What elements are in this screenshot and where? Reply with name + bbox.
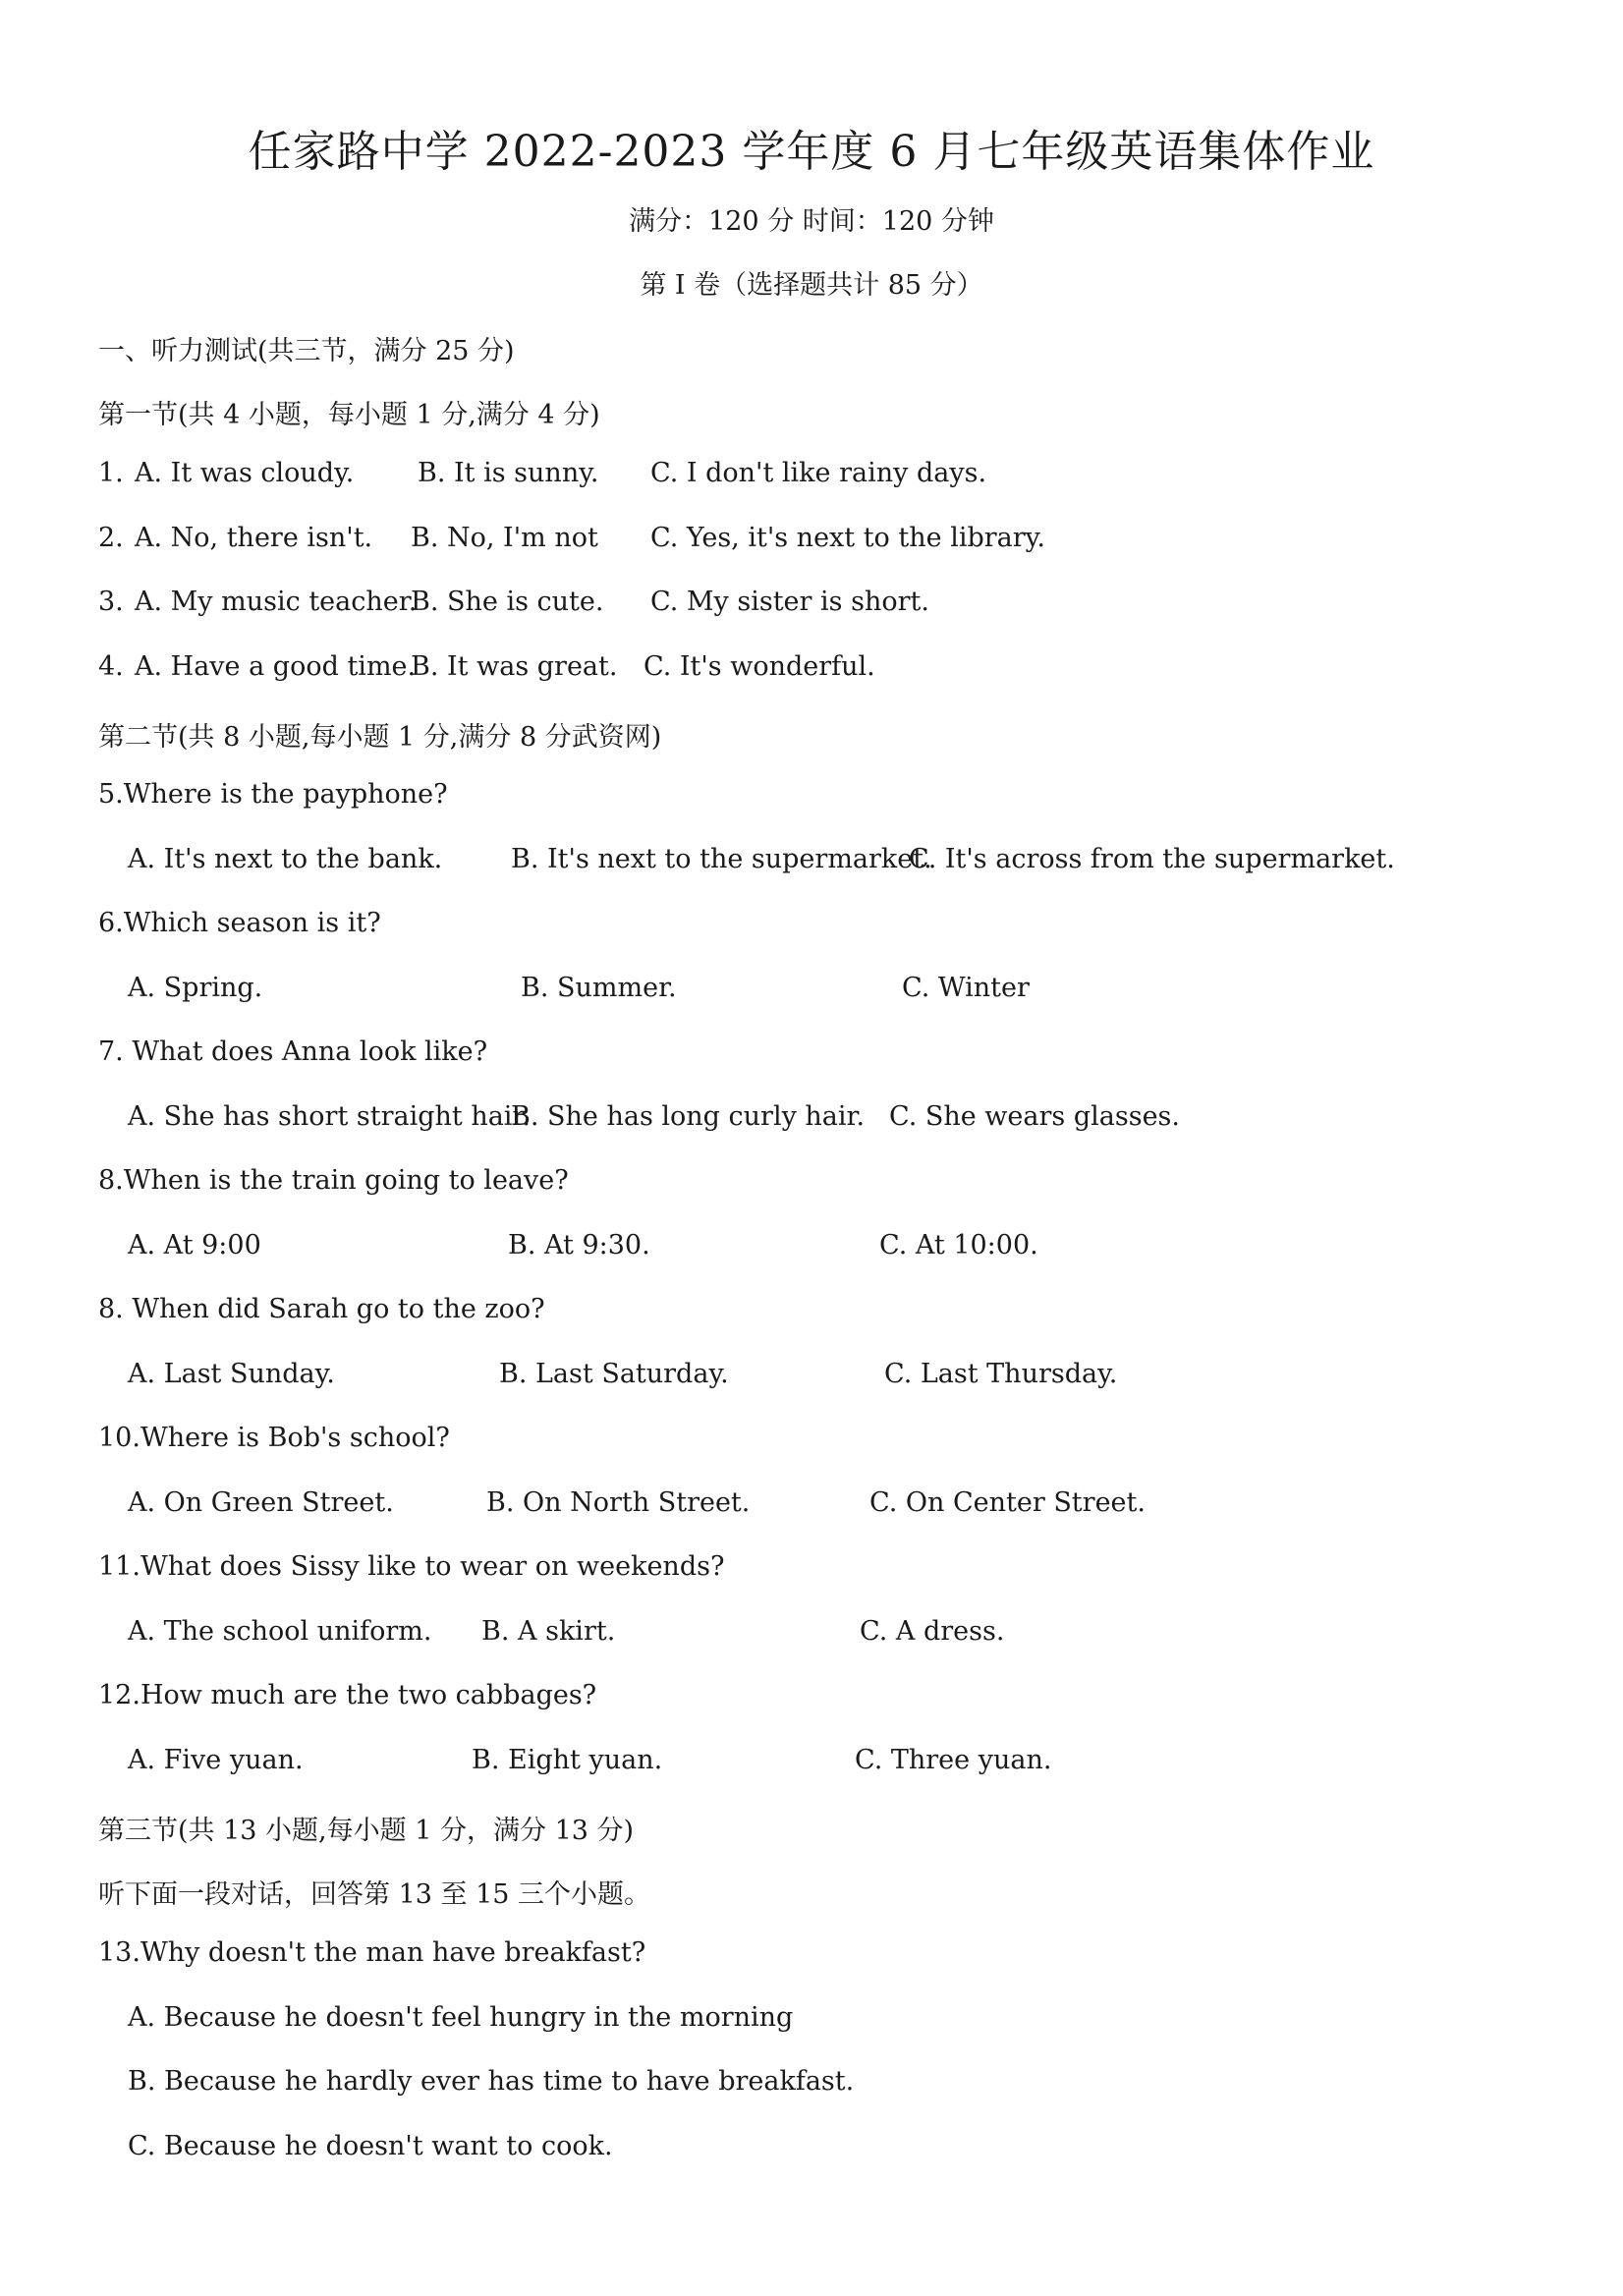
option-b: B. It was great. — [411, 651, 618, 682]
option-b: B. On North Street. — [486, 1487, 751, 1518]
question-text: 8. When did Sarah go to the zoo? — [98, 1294, 545, 1324]
option-a: A. It's next to the bank. — [128, 844, 443, 874]
option-b: B. At 9:30. — [508, 1230, 650, 1260]
option-b: B. Last Saturday. — [499, 1359, 729, 1389]
option-c: C. Because he doesn't want to cook. — [128, 2131, 613, 2161]
option-c: C. Last Thursday. — [884, 1359, 1118, 1389]
option-c: C. Winter — [902, 973, 1030, 1003]
exam-title: 任家路中学 2022-2023 学年度 6 月七年级英语集体作业 — [248, 127, 1375, 177]
option-b: B. A skirt. — [481, 1616, 616, 1647]
question-text: 8.When is the train going to leave? — [98, 1165, 569, 1196]
option-a: A. It was cloudy. — [135, 458, 355, 488]
option-b: B. No, I'm not — [411, 523, 598, 553]
section-heading: 第二节(共 8 小题,每小题 1 分,满分 8 分武资网) — [98, 722, 662, 753]
option-b: B. Eight yuan. — [472, 1745, 663, 1775]
option-b: B. Summer. — [521, 973, 677, 1003]
option-a: A. Five yuan. — [128, 1745, 304, 1775]
option-c: C. It's across from the supermarket. — [909, 844, 1395, 874]
volume-heading: 第 I 卷（选择题共计 85 分） — [640, 270, 983, 301]
option-a: A. My music teacher. — [135, 587, 418, 617]
question-text: 13.Why doesn't the man have breakfast? — [98, 1937, 646, 1968]
question-text: 11.What does Sissy like to wear on weekends? — [98, 1551, 725, 1582]
question-number: 3. — [98, 587, 124, 617]
option-c: C. My sister is short. — [650, 587, 929, 617]
question-text: 10.Where is Bob's school? — [98, 1423, 450, 1453]
option-a: A. Because he doesn't feel hungry in the morning — [128, 2002, 794, 2033]
question-number: 1. — [98, 458, 124, 488]
option-b: B. She has long curly hair. — [511, 1101, 866, 1132]
option-c: C. At 10:00. — [879, 1230, 1038, 1260]
score-time-info: 满分：120 分 时间：120 分钟 — [629, 206, 994, 237]
option-c: C. Three yuan. — [855, 1745, 1052, 1775]
question-number: 2. — [98, 523, 124, 553]
section-instruction: 听下面一段对话，回答第 13 至 15 三个小题。 — [98, 1879, 651, 1910]
option-a: A. Last Sunday. — [128, 1359, 335, 1389]
option-a: A. She has short straight hair. — [128, 1101, 531, 1132]
option-c: C. She wears glasses. — [889, 1101, 1180, 1132]
question-text: 6.Which season is it? — [98, 908, 381, 938]
question-text: 7. What does Anna look like? — [98, 1036, 488, 1067]
option-a: A. The school uniform. — [128, 1616, 432, 1647]
part-heading: 一、听力测试(共三节，满分 25 分) — [98, 336, 515, 366]
option-c: C. On Center Street. — [869, 1487, 1146, 1518]
option-a: A. Spring. — [128, 973, 263, 1003]
option-c: C. A dress. — [860, 1616, 1005, 1647]
option-b: B. It's next to the supermarket. — [511, 844, 932, 874]
option-c: C. It's wonderful. — [644, 651, 875, 682]
option-a: A. Have a good time. — [135, 651, 417, 682]
question-text: 12.How much are the two cabbages? — [98, 1680, 597, 1710]
option-c: C. Yes, it's next to the library. — [650, 523, 1045, 553]
option-a: A. No, there isn't. — [135, 523, 373, 553]
question-number: 4. — [98, 651, 124, 682]
option-b: B. She is cute. — [411, 587, 604, 617]
option-b: B. It is sunny. — [418, 458, 599, 488]
option-c: C. I don't like rainy days. — [650, 458, 987, 488]
section-heading: 第一节(共 4 小题，每小题 1 分,满分 4 分) — [98, 400, 600, 430]
option-a: A. At 9:00 — [128, 1230, 261, 1260]
option-b: B. Because he hardly ever has time to have breakfast. — [128, 2066, 855, 2097]
option-a: A. On Green Street. — [128, 1487, 394, 1518]
section-heading: 第三节(共 13 小题,每小题 1 分，满分 13 分) — [98, 1816, 635, 1846]
question-text: 5.Where is the payphone? — [98, 779, 448, 810]
